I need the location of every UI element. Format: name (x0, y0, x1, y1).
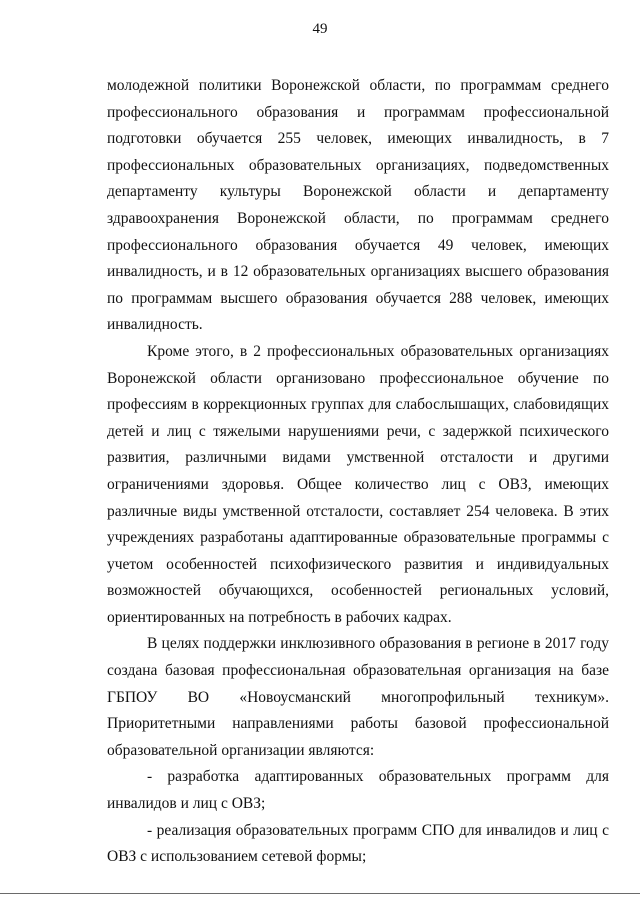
paragraph-correctional-groups: Кроме этого, в 2 профессиональных образовательных организациях Воронежской области организовано профессиональное обучение по профессиям в коррекционных группах для слабослышащих, слабовидящих детей и лиц с тяжелыми нарушениями речи, с задержкой психического развития, различными видами умственной отсталости и другими ограничениями здоровья. Общее количество лиц с ОВЗ, имеющих различные виды умственной отсталости, составляет 254 человека. В этих учреждениях разработаны адаптированные образовательные программы с учетом особенностей психофизического развития и индивидуальных возможностей обучающихся, особенностей региональных условий, ориентированных на потребность в рабочих кадрах. (107, 342, 609, 626)
page-number: 49 (312, 21, 328, 37)
paragraph-continuation: молодежной политики Воронежской области, по программам среднего профессионального образования и программам профессиональной подготовки обучается 255 человек, имеющих инвалидность, в 7 профессиональных образовательных организациях, подведомственных департаменту культуры Воронежской области и департаменту здравоохранения Воронежской области, по программам среднего профессионального образования обучается 49 человек, имеющих инвалидность, и в 12 образовательных организациях высшего образования по программам высшего образования обучается 288 человек, имеющих инвалидность. (107, 77, 609, 334)
paragraph-inclusive-education: В целях поддержки инклюзивного образования в регионе в 2017 году создана базовая профессиональная образовательная организация на базе ГБПОУ ВО «Новоусманский многопрофильный техникум». Приоритетными направлениями работы базовой профессиональной образовательной организации являются: (107, 635, 609, 759)
body-text (107, 73, 609, 871)
list-item-network-form: - реализация образовательных программ СПО для инвалидов и лиц с ОВЗ с использованием сетевой формы; (107, 821, 609, 866)
page-bottom-edge (0, 893, 640, 894)
list-item-adapted-programs: - разработка адаптированных образовательных программ для инвалидов и лиц с ОВЗ; (107, 768, 609, 813)
